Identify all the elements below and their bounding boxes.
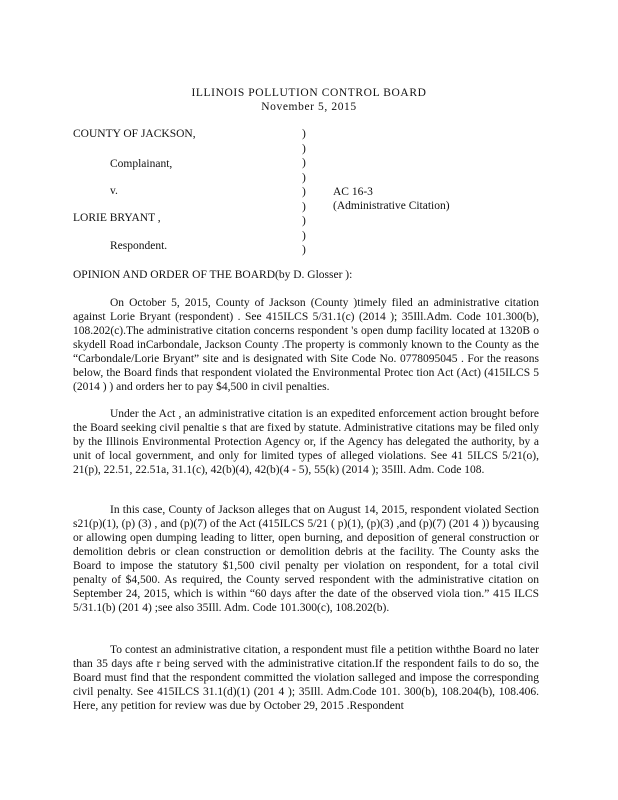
caption-parentheses [302, 127, 306, 258]
case-type: (Administrative Citation) [333, 200, 450, 212]
caption-paren: ) [302, 128, 306, 140]
caption-paren: ) [302, 229, 306, 242]
caption-paren: ) [302, 244, 306, 256]
versus-label: v. [110, 185, 118, 197]
caption-paren: ) [302, 186, 306, 198]
paragraph-text: To contest an administrative citation, a respondent must file a petition withthe Board no later than 35 days afte r being served with the administrative citation.If the respondent fails to do so, the Board must find that the respondent committed the violation salleged and impose the corresponding civil penalty. See 415ILCS 31.1(d)(1) (201 4 ); 35Ill. Adm.Code 101. 300(b), 108.204(b), 108.406. Here, any petition for review was due by October 29, 2015 .Respondent [73, 644, 539, 712]
case-number: AC 16-3 [333, 186, 373, 198]
opinion-heading: OPINION AND ORDER OF THE BOARD(by D. Glosser ): [73, 269, 353, 281]
caption-paren: ) [302, 200, 306, 213]
caption-paren: ) [302, 215, 306, 227]
paragraph-case [73, 503, 539, 615]
caption-paren: ) [302, 157, 306, 169]
agency-heading: ILLINOIS POLLUTION CONTROL BOARD [191, 87, 427, 99]
paragraph-text: Under the Act , an administrative citation is an expedited enforcement action brought before the Board seeking civil penaltie s that are fixed by statute. Administrative citations may be filed only by the Illinois Environmental Protection Agency or, if the Agency has delegated the authority, by a unit of local government, and only for limited types of alleged violations. See 41 5ILCS 5/21(o), 21(p), 22.51, 22.51a, 31.1(c), 42(b)(4), 42(b)(4 - 5), 55(k) (2014 ); 35Ill. Adm. Code 108. [73, 408, 539, 476]
defendant-role: Respondent. [110, 240, 168, 252]
document-date: November 5, 2015 [261, 101, 357, 113]
paragraph-text: On October 5, 2015, County of Jackson (County )timely filed an administrative citation against Lorie Bryant (respondent) . See 415ILCS 5/31.1(c) (2014 ); 35Ill.Adm. Code 101.300(b), 108.202(c).The administrative citation concerns respondent 's open dump facility located at 1320B o skydell Road inCarbondale, Jackson County .The property is commonly known to the County as the “Carbondale/Lorie Bryant” site and is designated with Site Code No. 0778095045 . For the reasons below, the Board finds that respondent violated the Environmental Protec tion Act (Act) (415ILCS 5 (2014 ) ) and orders her to pay $4,500 in civil penalties. [73, 297, 539, 393]
paragraph-intro [73, 296, 539, 394]
plaintiff-role: Complainant, [110, 158, 173, 170]
paragraph-act [73, 407, 539, 477]
paragraph-text: In this case, County of Jackson alleges that on August 14, 2015, respondent violated Section s21(p)(1), (p) (3) , and (p)(7) of the Act (415ILCS 5/21 ( p)(1), (p)(3) ,and (p)(7) (201 4 )) bycausing or allowing open dumping leading to litter, open burning, and deposition of general construction or demolition debris or clean construction or demolition debris at the facility. The County asks the Board to impose the statutory $1,500 civil penalty per violation on respondent, for a total civil penalty of $4,500. As required, the County served respondent with the administrative citation on September 24, 2015, which is within “60 days after the date of the observed viola tion.” 415 ILCS 5/31.1(b) (201 4) ;see also 35Ill. Adm. Code 101.300(c), 108.202(b). [73, 504, 539, 614]
paragraph-contest [73, 643, 539, 713]
caption-paren: ) [302, 171, 306, 184]
defendant-name: LORIE BRYANT , [73, 212, 161, 224]
caption-paren: ) [302, 142, 306, 155]
plaintiff-name: COUNTY OF JACKSON, [73, 128, 196, 140]
